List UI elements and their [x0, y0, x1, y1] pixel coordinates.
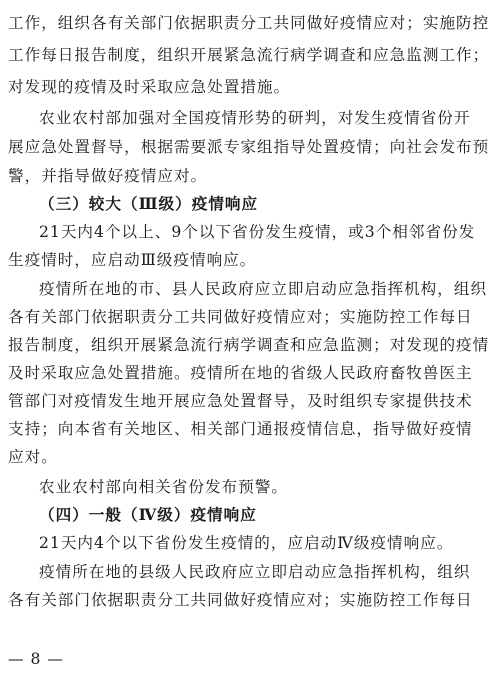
text-line: 管部门对疫情发生地开展应急处置督导，及时组织专家提供技术 [8, 392, 473, 410]
text-line: 报告制度，组织开展紧急流行病学调查和应急监测；对发现的疫情 [8, 336, 489, 354]
text-line: 农业农村部向相关省份发布预警。 [39, 478, 288, 496]
text-line: 21天内4个以上、9个以下省份发生疫情，或3个相邻省份发 [39, 223, 476, 241]
text-line: 支持；向本省有关地区、相关部门通报疫情信息，指导做好疫情 [8, 420, 473, 438]
page-number: — 8 — [8, 650, 65, 668]
text-line: 各有关部门依据职责分工共同做好疫情应对；实施防控工作每日 [8, 308, 473, 326]
text-line: 及时采取应急处置措施。疫情所在地的省级人民政府畜牧兽医主 [8, 364, 473, 382]
text-line: 农业农村部加强对全国疫情形势的研判，对发生疫情省份开 [39, 109, 471, 127]
text-line: 生疫情时，应启动Ⅲ级疫情响应。 [8, 251, 257, 269]
text-line: 疫情所在地的市、县人民政府应立即启动应急指挥机构，组织 [39, 280, 488, 298]
text-line: 展应急处置督导，根据需要派专家组指导处置疫情；向社会发布预 [8, 138, 489, 156]
text-line: 工作，组织各有关部门依据职责分工共同做好疫情应对；实施防控 [8, 14, 489, 32]
text-line: 各有关部门依据职责分工共同做好疫情应对；实施防控工作每日 [8, 591, 473, 609]
text-line: 疫情所在地的县级人民政府应立即启动应急指挥机构，组织 [39, 563, 471, 581]
text-line: 应对。 [8, 448, 58, 466]
text-line: 对发现的疫情及时采取应急处置措施。 [8, 78, 291, 96]
section-heading: （四）一般（Ⅳ级）疫情响应 [39, 505, 257, 524]
section-heading: （三）较大（Ⅲ级）疫情响应 [39, 194, 259, 213]
text-line: 工作每日报告制度，组织开展紧急流行病学调查和应急监测工作； [8, 46, 489, 64]
text-line: 21天内4个以下省份发生疫情的，应启动Ⅳ级疫情响应。 [39, 534, 454, 552]
text-line: 警，并指导做好疫情应对。 [8, 167, 208, 185]
